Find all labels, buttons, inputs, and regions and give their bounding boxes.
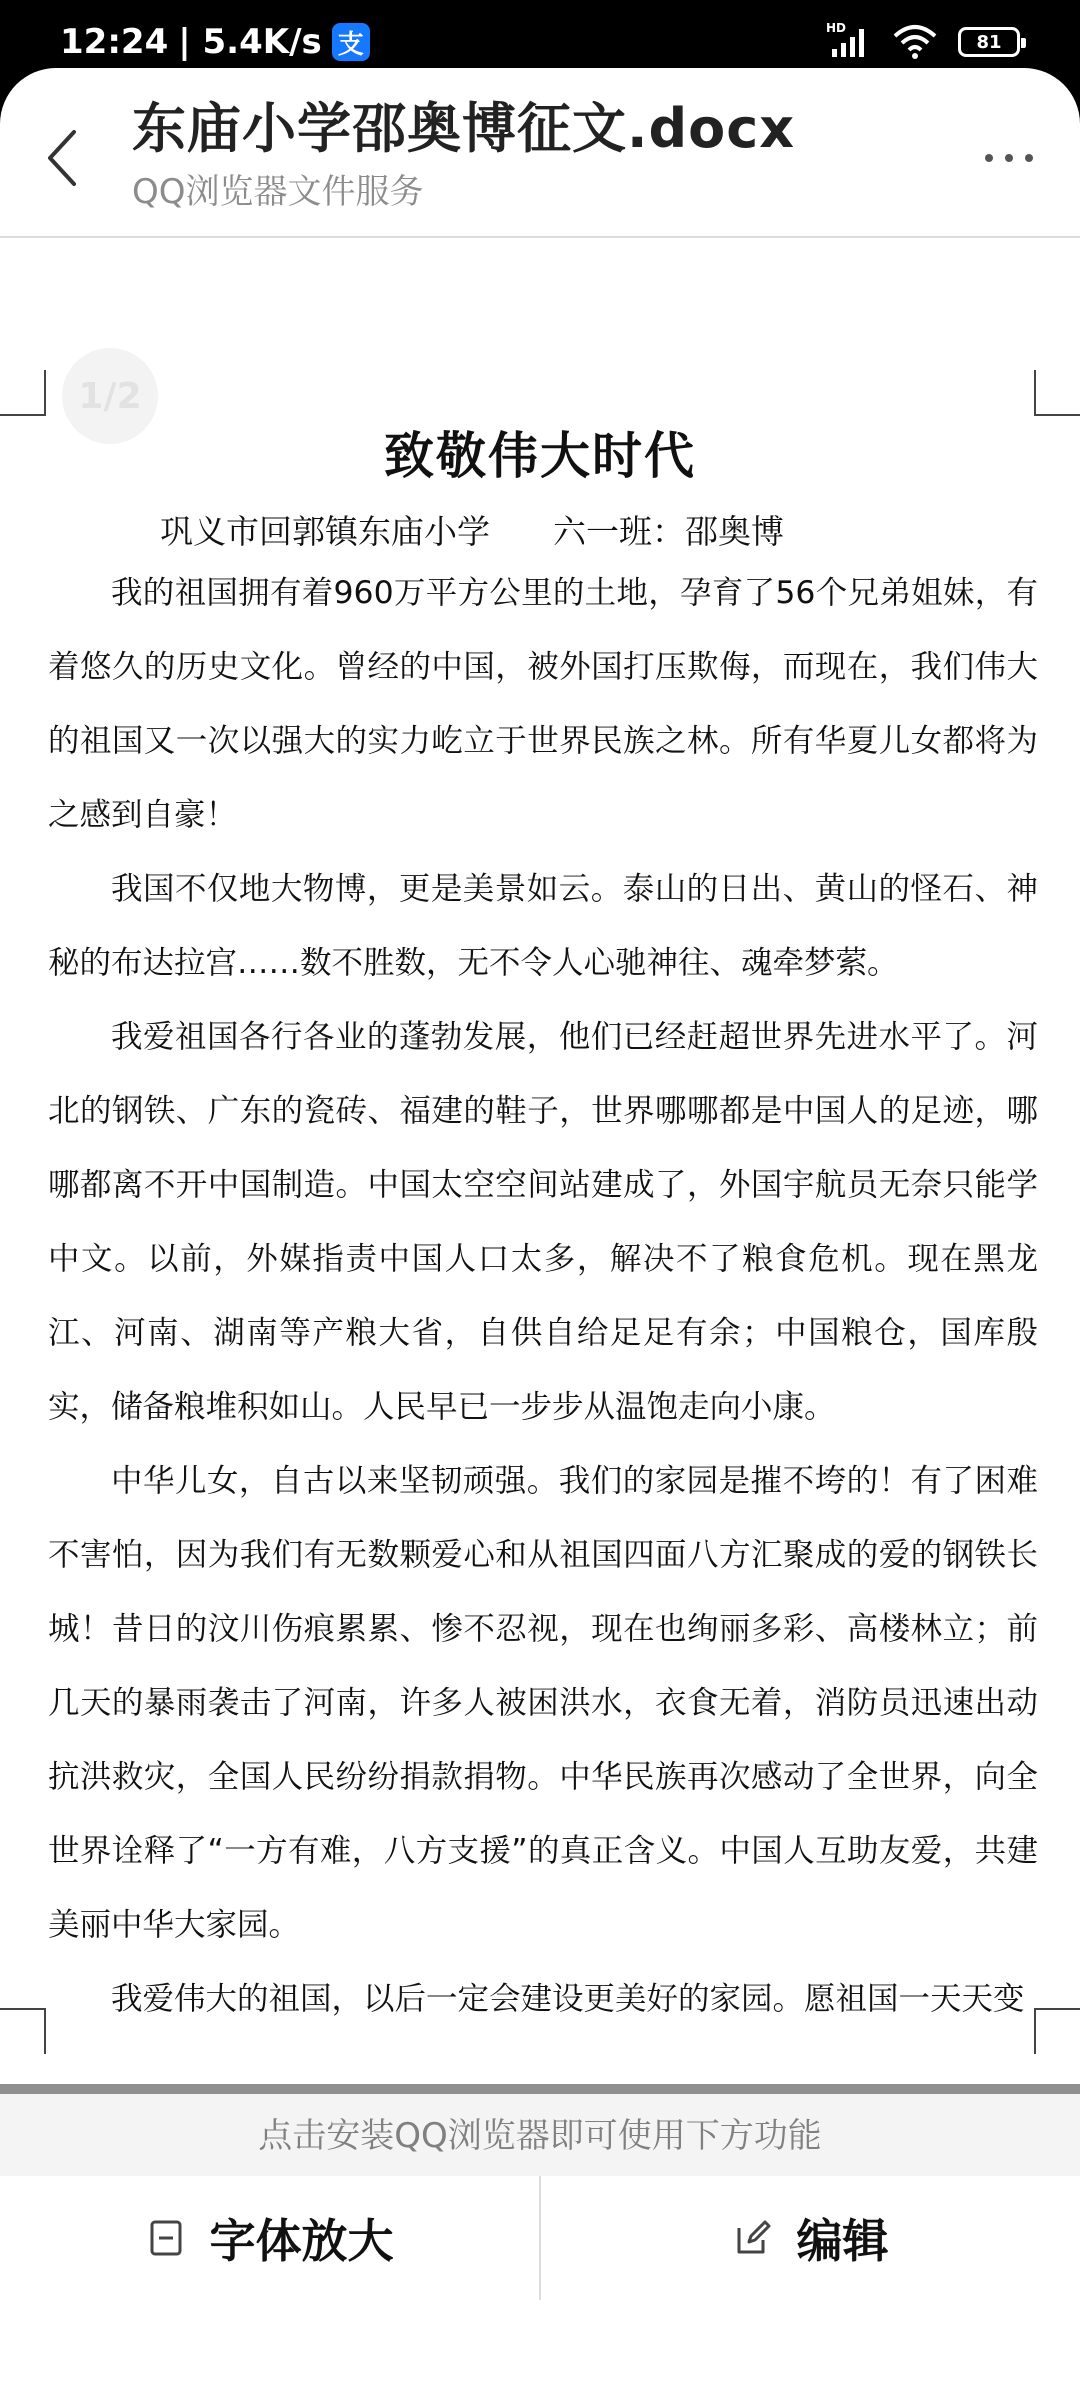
status-left — [60, 18, 370, 66]
page-separator — [0, 2084, 1080, 2094]
page-corner-mark — [0, 2008, 46, 2054]
font-size-icon — [146, 2218, 186, 2258]
paragraph: 我的祖国拥有着960万平方公里的土地，孕育了56个兄弟姐妹，有着悠久的历史文化。曾经的中国，被外国打压欺侮，而现在，我们伟大的祖国又一次以强大的实力屹立于世界民族之林。所有华夏儿女都将为之感到自豪！ — [48, 575, 1038, 833]
page-indicator: 1/2 — [62, 348, 158, 444]
top-bar — [0, 68, 1080, 236]
alipay-icon: 支 — [332, 23, 370, 61]
article-byline: 巩义市回郭镇东庙小学 六一班：邵奥博 — [160, 512, 784, 551]
more-options-button[interactable] — [974, 130, 1044, 186]
page-corner-mark — [0, 370, 46, 416]
article-title: 致敬伟大时代 — [384, 427, 696, 485]
edit-label: 编辑 — [796, 2214, 889, 2268]
wifi-icon — [892, 24, 938, 60]
paragraph: 我爱祖国各行各业的蓬勃发展，他们已经赶超世界先进水平了。河北的钢铁、广东的瓷砖、福建的鞋子，世界哪哪都是中国人的足迹，哪哪都离不开中国制造。中国太空空间站建成了，外国宇航员无奈只能学中文。以前，外媒指责中国人口太多，解决不了粮食危机。现在黑龙江、河南、湖南等产粮大省，自供自给足足有余；中国粮仓，国库殷实，储备粮堆积如山。人民早已一步步从温饱走向小康。 — [48, 1019, 1038, 1425]
edit-button[interactable] — [541, 2176, 1080, 2300]
document-subtitle: QQ浏览器文件服务 — [132, 172, 424, 212]
document-page[interactable] — [0, 238, 1080, 2238]
more-horizontal-icon — [985, 154, 993, 162]
font-enlarge-button[interactable] — [0, 2176, 541, 2300]
article-body — [48, 556, 1038, 2036]
battery-icon: 81 — [958, 27, 1020, 57]
chevron-left-icon — [36, 118, 92, 198]
paragraph: 我国不仅地大物博，更是美景如云。泰山的日出、黄山的怪石、神秘的布达拉宫……数不胜数，无不令人心驰神往、魂牵梦萦。 — [48, 871, 1038, 981]
page-corner-mark — [1034, 2008, 1080, 2054]
document-title: 东庙小学邵奥博征文.docx — [132, 97, 796, 160]
status-right — [828, 20, 1020, 64]
page-corner-mark — [1034, 370, 1080, 416]
paragraph: 中华儿女，自古以来坚韧顽强。我们的家园是摧不垮的！有了困难不害怕，因为我们有无数颗爱心和从祖国四面八方汇聚成的爱的钢铁长城！昔日的汶川伤痕累累、惨不忍视，现在也绚丽多彩、高楼林立；前几天的暴雨袭击了河南，许多人被困洪水，衣食无着，消防员迅速出动抗洪救灾，全国人民纷纷捐款捐物。中华民族再次感动了全世界，向全世界诠释了“一方有难，八方支援”的真正含义。中国人互助友爱，共建美丽中华大家园。 — [48, 1463, 1038, 1943]
document-viewer — [0, 68, 1080, 2400]
signal-icon — [826, 21, 872, 59]
install-hint[interactable]: 点击安装QQ浏览器即可使用下方功能 — [258, 2116, 822, 2156]
bottom-toolbar — [0, 2176, 1080, 2300]
edit-icon — [733, 2218, 773, 2258]
back-button[interactable] — [36, 118, 92, 198]
font-enlarge-label: 字体放大 — [209, 2214, 394, 2268]
network-speed: | 5.4K/s — [178, 22, 322, 62]
paragraph: 我爱伟大的祖国，以后一定会建设更美好的家园。愿祖国一天天变 — [111, 1981, 1025, 2017]
status-time: 12:24 — [60, 22, 169, 62]
hd-label: HD — [826, 21, 847, 35]
